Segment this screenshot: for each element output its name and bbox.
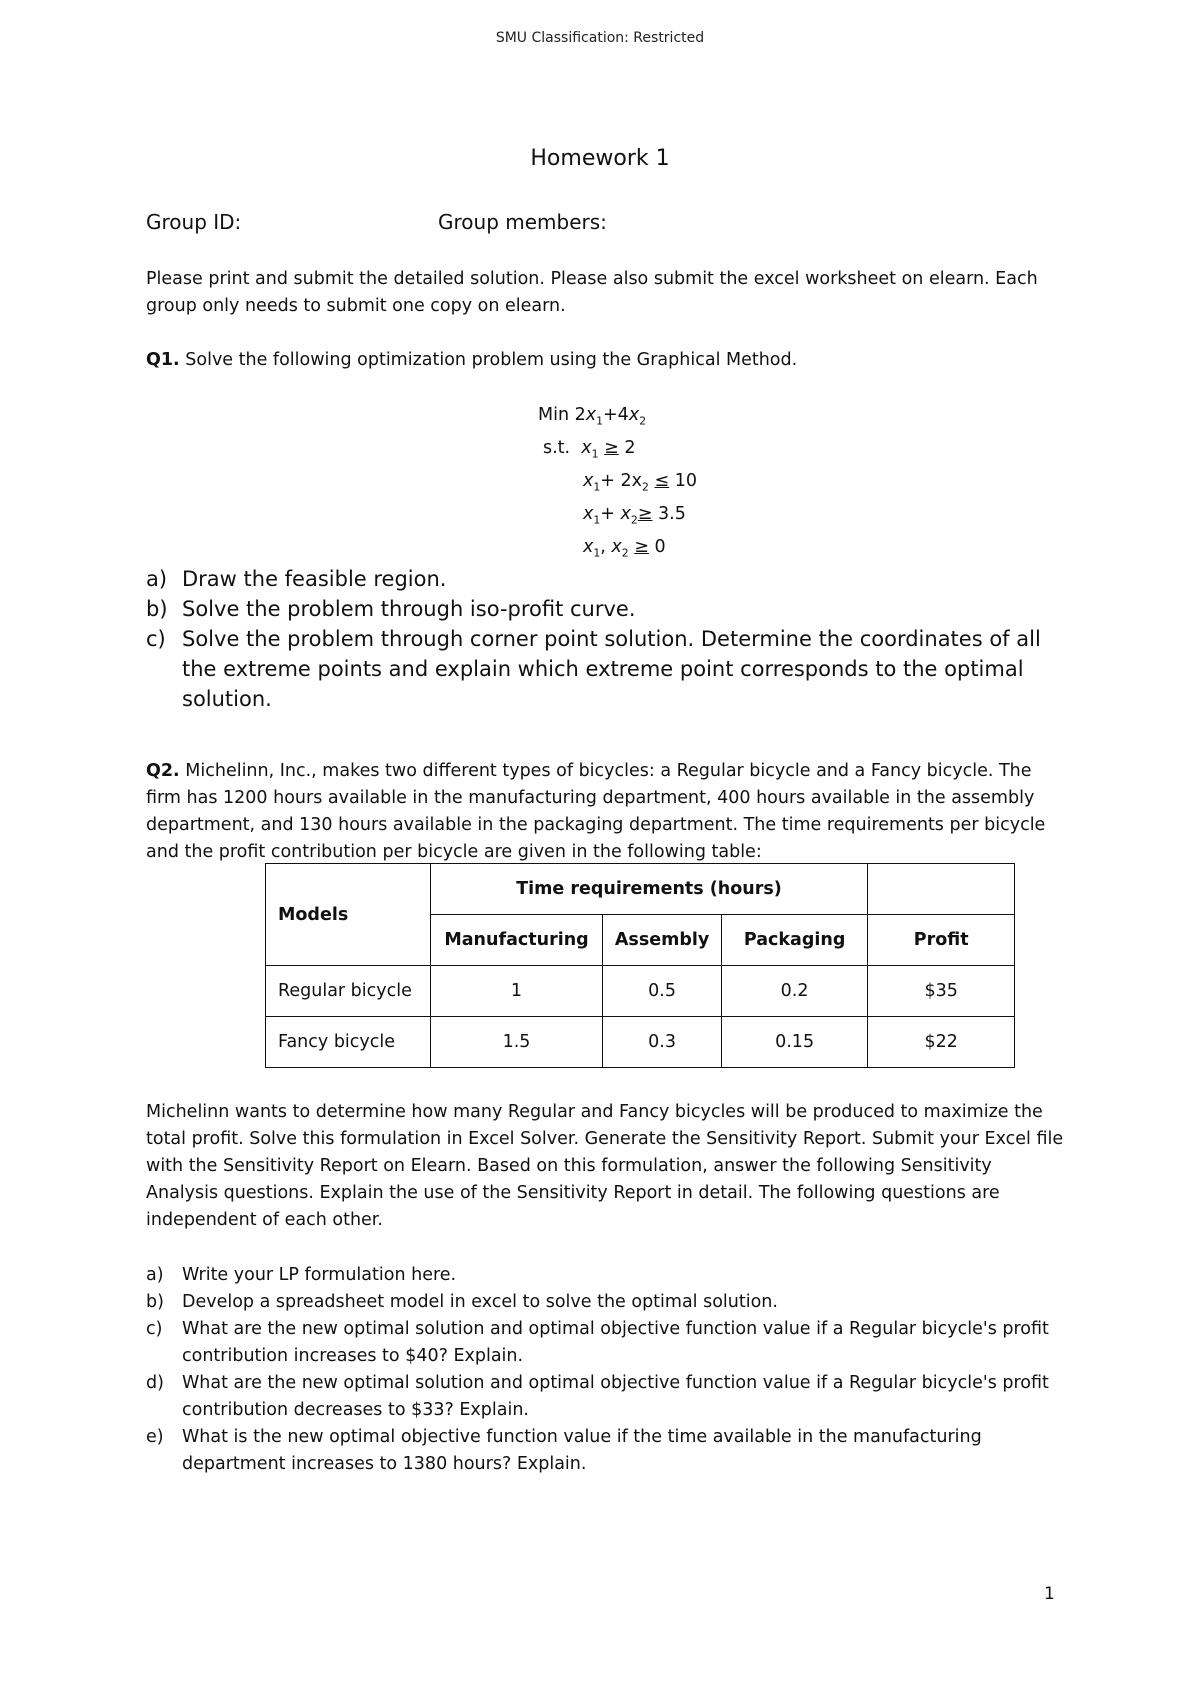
list-item: [146, 1316, 1066, 1370]
lp-operator: + 2: [600, 471, 632, 491]
lp-rhs: 10: [674, 471, 698, 491]
lp-constraint-1: [538, 435, 697, 468]
table-row: [266, 966, 1015, 1017]
group-id-label: Group ID:: [146, 210, 242, 234]
lp-constraint-3: [538, 501, 697, 534]
table-row: [266, 1017, 1015, 1068]
lp-sub: 1: [593, 480, 601, 494]
lp-sub: 2: [630, 513, 638, 527]
lp-relation: ≥: [637, 504, 653, 524]
list-item-text: Develop a spreadsheet model in excel to solve the optimal solution.: [182, 1292, 778, 1312]
lp-rhs: 2: [624, 438, 636, 458]
lp-var: x: [620, 504, 631, 524]
column-header: Packaging: [721, 915, 868, 966]
lp-sub: 1: [596, 414, 604, 428]
lp-var: x: [585, 405, 597, 425]
table-cell: $35: [868, 966, 1015, 1017]
list-item-text: Write your LP formulation here.: [182, 1265, 457, 1285]
models-header: Models: [266, 864, 431, 966]
lp-var: x: [583, 504, 594, 524]
list-item-text: Solve the problem through iso-profit curve.: [182, 597, 636, 621]
lp-constraint-4: [538, 534, 697, 567]
q1-label: Q1.: [146, 350, 180, 370]
lp-sub: 1: [591, 447, 599, 461]
list-marker: a): [146, 567, 168, 591]
lp-var: x: [583, 537, 594, 557]
list-item-text: What are the new optimal solution and optimal objective function value if a Regular bicycle's profit contribution increases to $40? Explain.: [182, 1319, 1049, 1366]
q1-lp-model: [538, 402, 697, 567]
list-marker: e): [146, 1427, 164, 1447]
time-requirements-table: [265, 863, 1015, 1068]
lp-relation: ≥: [634, 537, 649, 557]
classification-header: SMU Classification: Restricted: [495, 30, 705, 46]
list-item-text: Draw the feasible region.: [182, 567, 447, 591]
lp-sub: 2: [621, 546, 629, 560]
list-item: [146, 1370, 1066, 1424]
lp-rhs: 3.5: [658, 504, 686, 524]
column-header: Assembly: [603, 915, 721, 966]
lp-relation: ≥: [604, 438, 619, 458]
list-item: [146, 624, 1066, 714]
lp-sub: 2: [639, 414, 647, 428]
column-header: Manufacturing: [430, 915, 603, 966]
lp-constraint-2: $x_1+ 2x_2 \le 10$: [583, 471, 698, 494]
list-item-text: What is the new optimal objective function value if the time available in the manufacturing department increases to 1380 hours? Explain.: [182, 1427, 982, 1474]
table-cell: 1: [430, 966, 603, 1017]
lp-var: x: [583, 471, 594, 491]
list-marker: a): [146, 1265, 164, 1285]
table-cell: 1.5: [430, 1017, 603, 1068]
list-marker: c): [146, 627, 166, 651]
lp-var: x: [581, 438, 592, 458]
table-cell: $22: [868, 1017, 1015, 1068]
table-header-row: [266, 864, 1015, 915]
list-item-text: Solve the problem through corner point solution. Determine the coordinates of all the extreme points and explain which extreme point corresponds to the optimal solution.: [182, 627, 1041, 711]
list-marker: b): [146, 1292, 164, 1312]
list-item: [146, 1262, 1066, 1289]
list-marker: b): [146, 597, 168, 621]
list-item: [146, 564, 1066, 594]
table-cell: 0.15: [721, 1017, 868, 1068]
list-item-text: What are the new optimal solution and optimal objective function value if a Regular bicycle's profit contribution decreases to $33? Explain.: [182, 1373, 1049, 1420]
q2-prompt: [146, 758, 1066, 866]
model-name-cell: Fancy bicycle: [266, 1017, 431, 1068]
table-cell: 0.3: [603, 1017, 721, 1068]
q2-label: Q2.: [146, 761, 180, 781]
lp-var: x: [628, 405, 640, 425]
lp-sub: 1: [593, 546, 601, 560]
list-item: [146, 1289, 1066, 1316]
table-cell: 0.2: [721, 966, 868, 1017]
instructions-paragraph: Please print and submit the detailed solution. Please also submit the excel worksheet on elearn. Each group only needs to submit one copy on elearn.: [146, 269, 1038, 316]
list-marker: d): [146, 1373, 164, 1393]
list-marker: c): [146, 1319, 163, 1339]
lp-operator: +: [600, 504, 621, 524]
lp-var: x: [611, 537, 622, 557]
lp-relation: ≤: [654, 471, 670, 491]
q1-text: Solve the following optimization problem using the Graphical Method.: [179, 350, 798, 370]
lp-operator: +4: [603, 405, 629, 425]
page-title: Homework 1: [530, 146, 670, 171]
time-requirements-header: Time requirements (hours): [430, 864, 868, 915]
lp-separator: ,: [600, 537, 612, 557]
q1-parts-list: [146, 564, 1066, 714]
lp-rhs: 0: [654, 537, 666, 557]
page-number: 1: [1044, 1584, 1055, 1604]
lp-sub: 1: [593, 513, 601, 527]
empty-header-cell: [868, 864, 1015, 915]
q2-instructions-paragraph: Michelinn wants to determine how many Regular and Fancy bicycles will be produced to maximize the total profit. Solve this formulation in Excel Solver. Generate the Sensitivity Report. Submit your Excel file with the Sensitivity Report on Elearn. Based on this formulation, answer the following Sensitivity Analysis questions. Explain the use of the Sensitivity Report in detail. The following questions are independent of each other.: [146, 1102, 1064, 1230]
lp-objective: [538, 402, 697, 435]
q2-text: Michelinn, Inc., makes two different types of bicycles: a Regular bicycle and a Fancy bicycle. The firm has 1200 hours available in the manufacturing department, 400 hours available in the assembly department, and 130 hours available in the packaging department. The time requirements per bicycle and the profit contribution per bicycle are given in the following table:: [146, 761, 1046, 862]
group-members-label: Group members:: [438, 210, 607, 234]
lp-objective-prefix: Min 2: [538, 405, 586, 425]
lp-sub: 2: [642, 480, 649, 494]
q1-prompt: [146, 347, 1066, 374]
list-item: [146, 1424, 1066, 1478]
column-header: Profit: [868, 915, 1015, 966]
table-cell: 0.5: [603, 966, 721, 1017]
model-name-cell: Regular bicycle: [266, 966, 431, 1017]
q2-parts-list: [146, 1262, 1066, 1478]
list-item: [146, 594, 1066, 624]
lp-st-label: s.t.: [543, 438, 571, 458]
